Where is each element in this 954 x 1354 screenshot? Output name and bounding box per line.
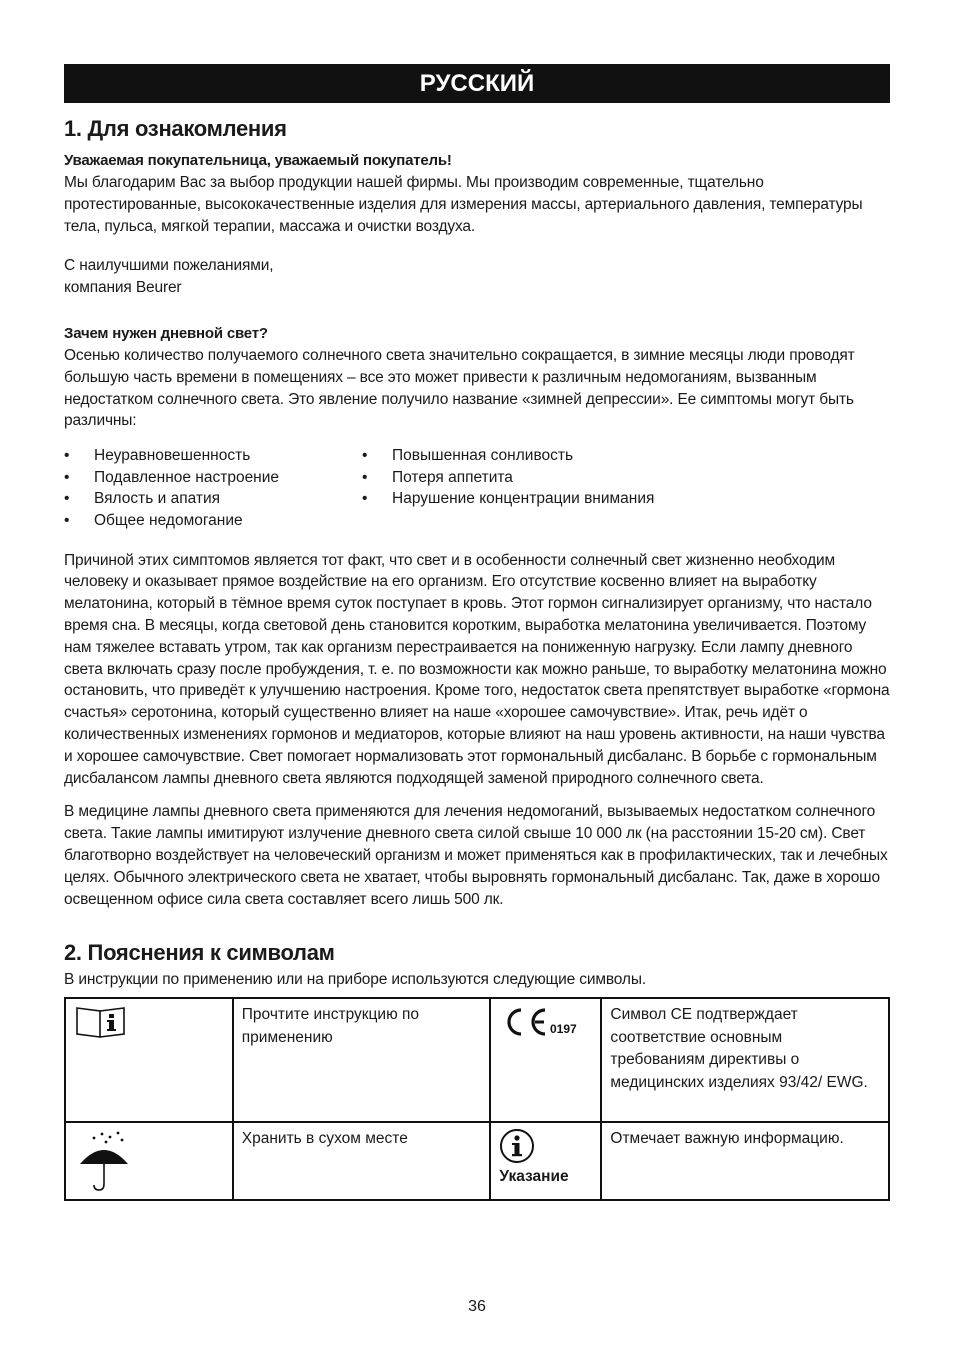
note-label: Указание — [499, 1168, 569, 1186]
umbrella-rain-icon — [74, 1128, 134, 1192]
description-cell: Прочтите инструкцию по применению — [233, 998, 491, 1122]
ce-mark-icon — [499, 1004, 579, 1040]
manual-page — [64, 64, 890, 1201]
table-row — [65, 998, 889, 1122]
symbol-cell — [65, 1122, 233, 1200]
list-item: • Подавленное настроение — [64, 467, 362, 489]
symptoms-column-1 — [64, 445, 362, 531]
list-item: • Вялость и апатия — [64, 488, 362, 510]
description-cell: Отмечает важную информацию. — [601, 1122, 889, 1200]
description-cell: Хранить в сухом месте — [233, 1122, 491, 1200]
symptoms-column-2 — [362, 445, 654, 531]
symbols-table — [64, 997, 890, 1201]
regards-line-2: компания Beurer — [64, 279, 182, 297]
list-item: • Общее недомогание — [64, 510, 362, 532]
section1-heading: 1. Для ознакомления — [64, 116, 287, 141]
daylight-subheading: Зачем нужен дневной свет? — [64, 324, 268, 342]
regards-line-1: С наилучшими пожеланиями, — [64, 257, 274, 275]
description-cell: Символ CE подтверждает соответствие основным требованиям директивы о медицинских изделиях 93/42/ EWG. — [601, 998, 889, 1122]
page-number: 36 — [468, 1298, 486, 1315]
language-header-bar: РУССКИЙ — [64, 64, 890, 103]
intro-paragraph: Мы благодарим Вас за выбор продукции нашей фирмы. Мы производим современные, тщательно протестированные, высококачественные изделия для измерения массы, артериального давления, температуры тела, пульса, мягкой терапии, массажа и очистки воздуха. — [64, 174, 863, 235]
symbols-intro: В инструкции по применению или на приборе используются следующие символы. — [64, 971, 646, 989]
list-item: • Потеря аппетита — [362, 467, 654, 489]
section2-heading: 2. Пояснения к символам — [64, 940, 335, 966]
greeting: Уважаемая покупательница, уважаемый покупатель! — [64, 152, 452, 169]
symbol-cell — [490, 998, 601, 1122]
list-item: • Нарушение концентрации внимания — [362, 488, 654, 510]
daylight-paragraph: Осенью количество получаемого солнечного света значительно сокращается, в зимние месяцы люди проводят большую часть времени в помещениях – все это может привести к различным недомоганиям, вызванным недостатком солнечного света. Это явление получило название «зимней депрессии». Ее симптомы могут быть различны: — [64, 346, 855, 430]
symptoms-list — [64, 445, 890, 531]
medicine-paragraph: В медицине лампы дневного света применяются для лечения недомоганий, вызываемых недостатком солнечного света. Такие лампы имитируют излучение дневного света силой свыше 10 000 лк (на расстоянии 15-20 см). Свет благотворно воздействует на человеческий организм и может применяться как в профилактических, так и лечебных целях. Обычного электрического света не хватает, чтобы выровнять гормональный дисбаланс. Так, даже в хорошо освещенном офисе сила света составляет всего лишь 500 лк. — [64, 803, 888, 908]
ce-number: 0197 — [550, 1022, 578, 1037]
symbol-cell — [490, 1122, 601, 1200]
symbol-cell — [65, 998, 233, 1122]
cause-paragraph: Причиной этих симптомов является тот факт, что свет и в особенности солнечный свет жизненно необходим человеку и оказывает прямое воздействие на его организм. Его отсутствие косвенно влияет на выработку мелатонина, который в тёмное время суток поступает в кровь. Этот гормон сигнализирует организму, что настало время сна. В месяцы, когда световой день становится коротким, выработка мелатонина увеличивается. Поэтому нам тяжелее вставать утром, так как организм перестраивается на пониженную нагрузку. Если лампу дневного света включать сразу после пробуждения, т. е. по возможности как можно раньше, то выработку мелатонина можно остановить, что приведёт к улучшению настроения. Кроме того, недостаток света препятствует выработке «гормона счастья» серотонина, который существенно влияет на наше «хорошее самочувствие». Итак, речь идёт о количественных изменениях гормонов и медиаторов, которые влияют на наш уровень активности, на наши чувства и хорошее самочувствие. Свет помогает нормализовать этот гормональный дисбаланс. В борьбе с гормональным дисбалансом лампы дневного света являются подходящей заменой природного солнечного света. — [64, 551, 890, 787]
table-row — [65, 1122, 889, 1200]
info-circle-icon — [499, 1128, 535, 1164]
list-item: • Неуравновешенность — [64, 445, 362, 467]
list-item: • Повышенная сонливость — [362, 445, 654, 467]
manual-info-icon — [74, 1004, 128, 1040]
